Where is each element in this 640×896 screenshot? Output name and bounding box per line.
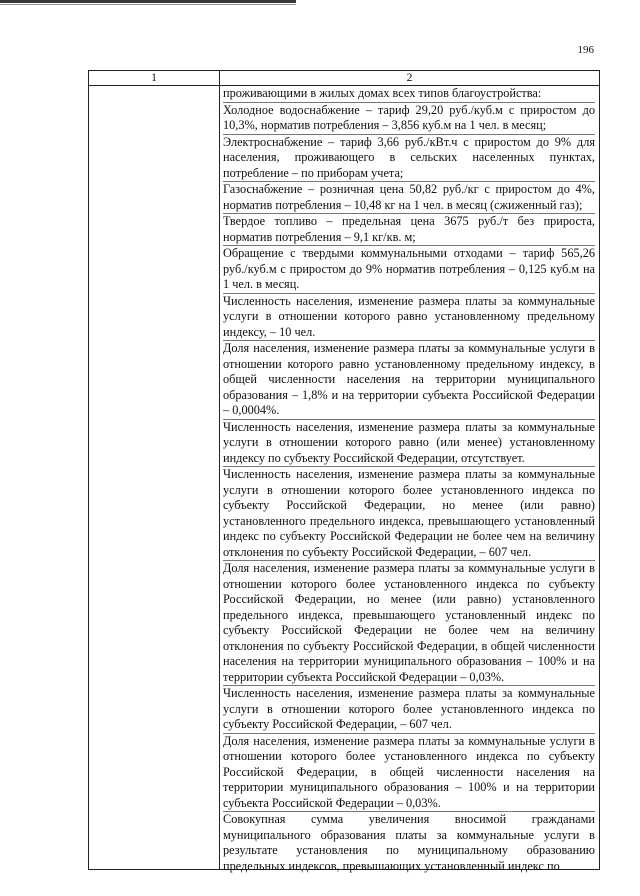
paragraph-total-increase: Совокупная сумма увеличения вносимой гражданами муниципального образования платы за коммунальные услуги в результате установления по муниципальному образованию предельных индексов, превышающих установленный индекс по: [223, 812, 595, 873]
paragraph-share-above-index: Доля населения, изменение размера платы за коммунальные услуги в отношении которого более установленного индекса по субъекту Российской Федерации, в общей численности населения на территории муниципального образования – 100% и на территории субъекта Российской Федерации – 0,03%.: [223, 734, 595, 813]
paragraph-population-below-index: Численность населения, изменение размера платы за коммунальные услуги в отношении которого равно (или менее) установленному индексу по субъекту Российской Федерации, отсутствует.: [223, 420, 595, 468]
paragraph-share-equal-limit: Доля населения, изменение размера платы за коммунальные услуги в отношении которого равно установленному предельному индексу, в общей численности населения на территории муниципального образования – 1,8% и на территории субъекта Российской Федерации – 0,0004%.: [223, 341, 595, 420]
paragraph-share-within-deviation: Доля населения, изменение размера платы за коммунальные услуги в отношении которого более установленного индекса по субъекту Российской Федерации, но менее (или равно) установленного предельного индекса, превышающего установленный индекс по субъекту Российской Федерации не более чем на величину отклонения по субъекту Российской Федерации, в общей численности населения на территории муниципального образования – 100% и на территории субъекта Российской Федерации – 0,03%.: [223, 561, 595, 686]
paragraph-intro: проживающими в жилых домах всех типов благоустройства:: [223, 86, 595, 103]
paragraph-population-above-index: Численность населения, изменение размера платы за коммунальные услуги в отношении которого более установленного индекса по субъекту Российской Федерации, – 607 чел.: [223, 686, 595, 734]
scan-edge-mark: [0, 0, 296, 7]
paragraph-electricity: Электроснабжение – тариф 3,66 руб./кВт.ч с приростом до 9% для населения, проживающего в сельских населенных пунктах, потребление – по приборам учета;: [223, 135, 595, 183]
paragraph-population-within-deviation: Численность населения, изменение размера платы за коммунальные услуги в отношении которого более установленного индекса по субъекту Российской Федерации, но менее (или равно) установленного предельного индекса, превышающего установленный индекс по субъекту Российской Федерации не более чем на величину отклонения по субъекту Российской Федерации, – 607 чел.: [223, 467, 595, 561]
paragraph-solid-fuel: Твердое топливо – предельная цена 3675 руб./т без прироста, норматив потребления – 9,1 кг/кв. м;: [223, 214, 595, 246]
paragraph-gas: Газоснабжение – розничная цена 50,82 руб./кг с приростом до 4%, норматив потребления – 10,48 кг на 1 чел. в месяц (сжиженный газ);: [223, 182, 595, 214]
document-table: [88, 70, 600, 873]
paragraph-cold-water: Холодное водоснабжение – тариф 29,20 руб./куб.м с приростом до 10,3%, норматив потребления – 3,856 куб.м на 1 чел. в месяц;: [223, 103, 595, 135]
paragraph-population-equal-limit: Численность населения, изменение размера платы за коммунальные услуги в отношении которого равно установленному предельному индексу, – 10 чел.: [223, 294, 595, 342]
column-header-2: 2: [406, 72, 413, 84]
page-number: 196: [577, 44, 594, 56]
paragraph-waste: Обращение с твердыми коммунальными отходами – тариф 565,26 руб./куб.м с приростом до 9% норматив потребления – 0,125 куб.м на 1 чел. в месяц.: [223, 246, 595, 294]
content-cell: [223, 86, 595, 874]
column-divider: [219, 71, 220, 869]
column-header-1: 1: [151, 72, 157, 84]
table-header-row: [89, 71, 599, 86]
